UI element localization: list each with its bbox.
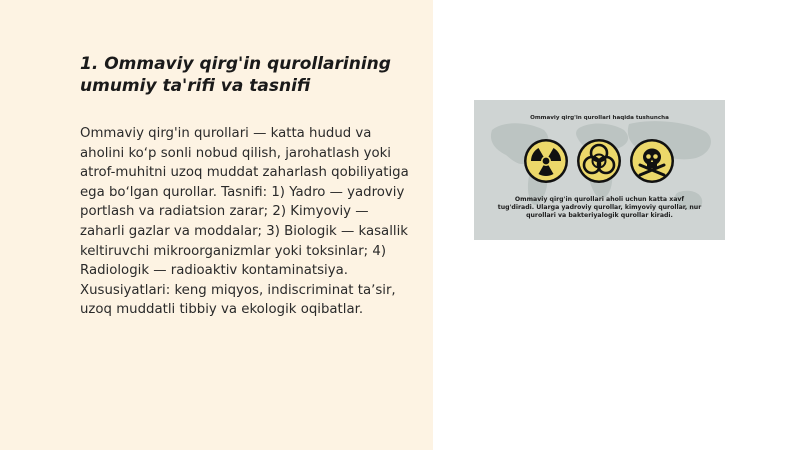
slide-title-line-1: 1. Ommaviy qirg'in qurollarining <box>80 54 391 74</box>
slide-title-line-2: umumiy ta'rifi va tasnifi <box>80 76 311 96</box>
radiation-icon <box>523 138 569 184</box>
skull-crossbones-icon <box>629 138 675 184</box>
slide-title <box>80 53 410 97</box>
infographic-title: Ommaviy qirg'in qurollari haqida tushuncha <box>530 115 669 121</box>
wmd-infographic-image <box>474 100 725 240</box>
infographic-caption: Ommaviy qirg'in qurollari aholi uchun katta xavf tug'diradi. Ularga yadroviy qurollar, kimyoviy qurollar, nur qurollari va bakteriyalogik qurollar kiradi. <box>497 196 702 220</box>
biohazard-icon <box>576 138 622 184</box>
slide-body-text: Ommaviy qirg'in qurollari — katta hudud va aholini koʻp sonli nobud qilish, jarohatlash yoki atrof-muhitni uzoq muddat zaharlash qobiliyatiga ega boʻlgan qurollar. Tasnifi: 1) Yadro — yadroviy portlash va radiatsion zarar; 2) Kimyoviy — zaharli gazlar va moddalar; 3) Biologik — kasallik keltiruvchi mikroorganizmlar yoki toksinlar; 4) Radiologik — radioaktiv kontaminatsiya. Xususiyatlari: keng miqyos, indiscriminat taʼsir, uzoq muddatli tibbiy va ekologik oqibatlar. <box>80 126 409 318</box>
